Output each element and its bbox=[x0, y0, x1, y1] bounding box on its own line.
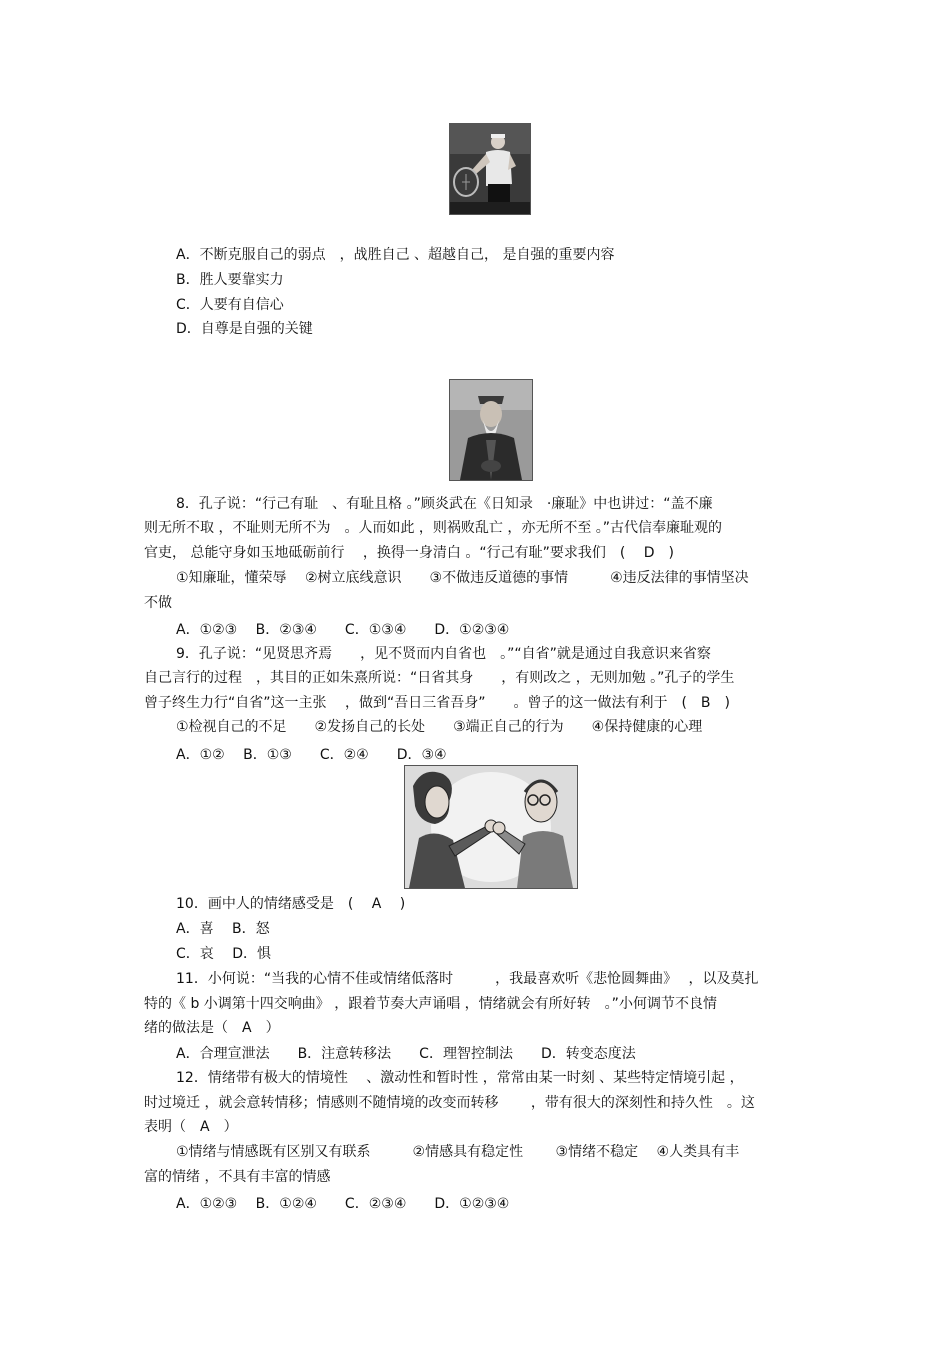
cartoon-image bbox=[405, 766, 577, 888]
q8-stem-line-1: 8．孔子说：“行己有耻 、有耻且格 。”顾炎武在《日知录 ·廉耻》中也讲过：“盖不廉 bbox=[176, 496, 713, 512]
q8-options: A．①②③ B．②③④ C．①③④ D．①②③④ bbox=[176, 622, 510, 638]
q11-options: A．合理宣泄法 B．注意转移法 C．理智控制法 D．转变态度法 bbox=[176, 1046, 636, 1062]
confucius-portrait bbox=[449, 379, 533, 481]
q10-stem: 10．画中人的情绪感受是 ( A ) bbox=[176, 896, 406, 912]
q12-stem-line-2: 时过境迁 ，就会意转情移；情感则不随情境的改变而转移 ，带有很大的深刻性和持久性 。这 bbox=[144, 1095, 755, 1111]
q11-stem-line-3: 绪的做法是（ A ） bbox=[144, 1020, 280, 1036]
tennis-player-image bbox=[450, 124, 530, 214]
confucius-image bbox=[450, 380, 532, 480]
q12-stem-line-3: 表明（ A ） bbox=[144, 1119, 238, 1135]
q9-statements: ①检视自己的不足 ②发扬自己的长处 ③端正自己的行为 ④保持健康的心理 bbox=[176, 719, 703, 735]
q10-options-line-2: C．哀 D．惧 bbox=[176, 946, 272, 962]
q9-stem-line-1: 9．孔子说：“见贤思齐焉 ，见不贤而内自省也 。”“自省”就是通过自我意识来省察 bbox=[176, 646, 711, 662]
q7-option-c: C．人要有自信心 bbox=[176, 297, 284, 313]
q11-stem-line-1: 11．小何说：“当我的心情不佳或情绪低落时 ，我最喜欢听《悲怆圆舞曲》 ，以及莫扎 bbox=[176, 971, 759, 987]
q8-stem-line-2: 则无所不取 ，不耻则无所不为 。人而如此 ，则祸败乱亡 ，亦无所不至 。”古代信奉廉耻观的 bbox=[144, 520, 723, 536]
q12-stem-line-1: 12．情绪带有极大的情境性 、激动性和暂时性 ，常常由某一时刻 、某些特定情境引起 ， bbox=[176, 1070, 744, 1086]
q8-statements-line-2: 不做 bbox=[144, 595, 172, 611]
q11-stem-line-2: 特的《 b 小调第十四交响曲》 ，跟着节奏大声诵唱 ，情绪就会有所好转 。”小何调节不良情 bbox=[144, 996, 717, 1012]
q9-stem-line-2: 自己言行的过程 ，其目的正如朱熹所说：“日省其身 ，有则改之 ，无则加勉 。”孔子的学生 bbox=[144, 670, 735, 686]
q12-options: A．①②③ B．①②④ C．②③④ D．①②③④ bbox=[176, 1196, 510, 1212]
q12-statements-line-2: 富的情绪 ，不具有丰富的情感 bbox=[144, 1169, 331, 1185]
tennis-player-photo bbox=[449, 123, 531, 215]
q9-stem-line-3: 曾子终生力行“自省”这一主张 ，做到“吾日三省吾身” 。曾子的这一做法有利于 ( B ) bbox=[144, 695, 730, 711]
q8-statements-line-1: ①知廉耻，懂荣辱 ②树立底线意识 ③不做违反道德的事情 ④违反法律的事情坚决 bbox=[176, 570, 749, 586]
q7-option-d: D．自尊是自强的关键 bbox=[176, 321, 313, 337]
q9-options: A．①② B．①③ C．②④ D．③④ bbox=[176, 747, 447, 763]
two-people-cartoon bbox=[404, 765, 578, 889]
q8-stem-line-3: 官吏， 总能守身如玉地砥砺前行 ，换得一身清白 。“行己有耻”要求我们 ( D ) bbox=[144, 545, 675, 561]
q7-option-a: A．不断克服自己的弱点 ，战胜自己 、超越自己， 是自强的重要内容 bbox=[176, 247, 615, 263]
q10-options-line-1: A．喜 B．怒 bbox=[176, 921, 270, 937]
q12-statements-line-1: ①情绪与情感既有区别又有联系 ②情感具有稳定性 ③情绪不稳定 ④人类具有丰 bbox=[176, 1144, 740, 1160]
q7-option-b: B．胜人要靠实力 bbox=[176, 272, 284, 288]
